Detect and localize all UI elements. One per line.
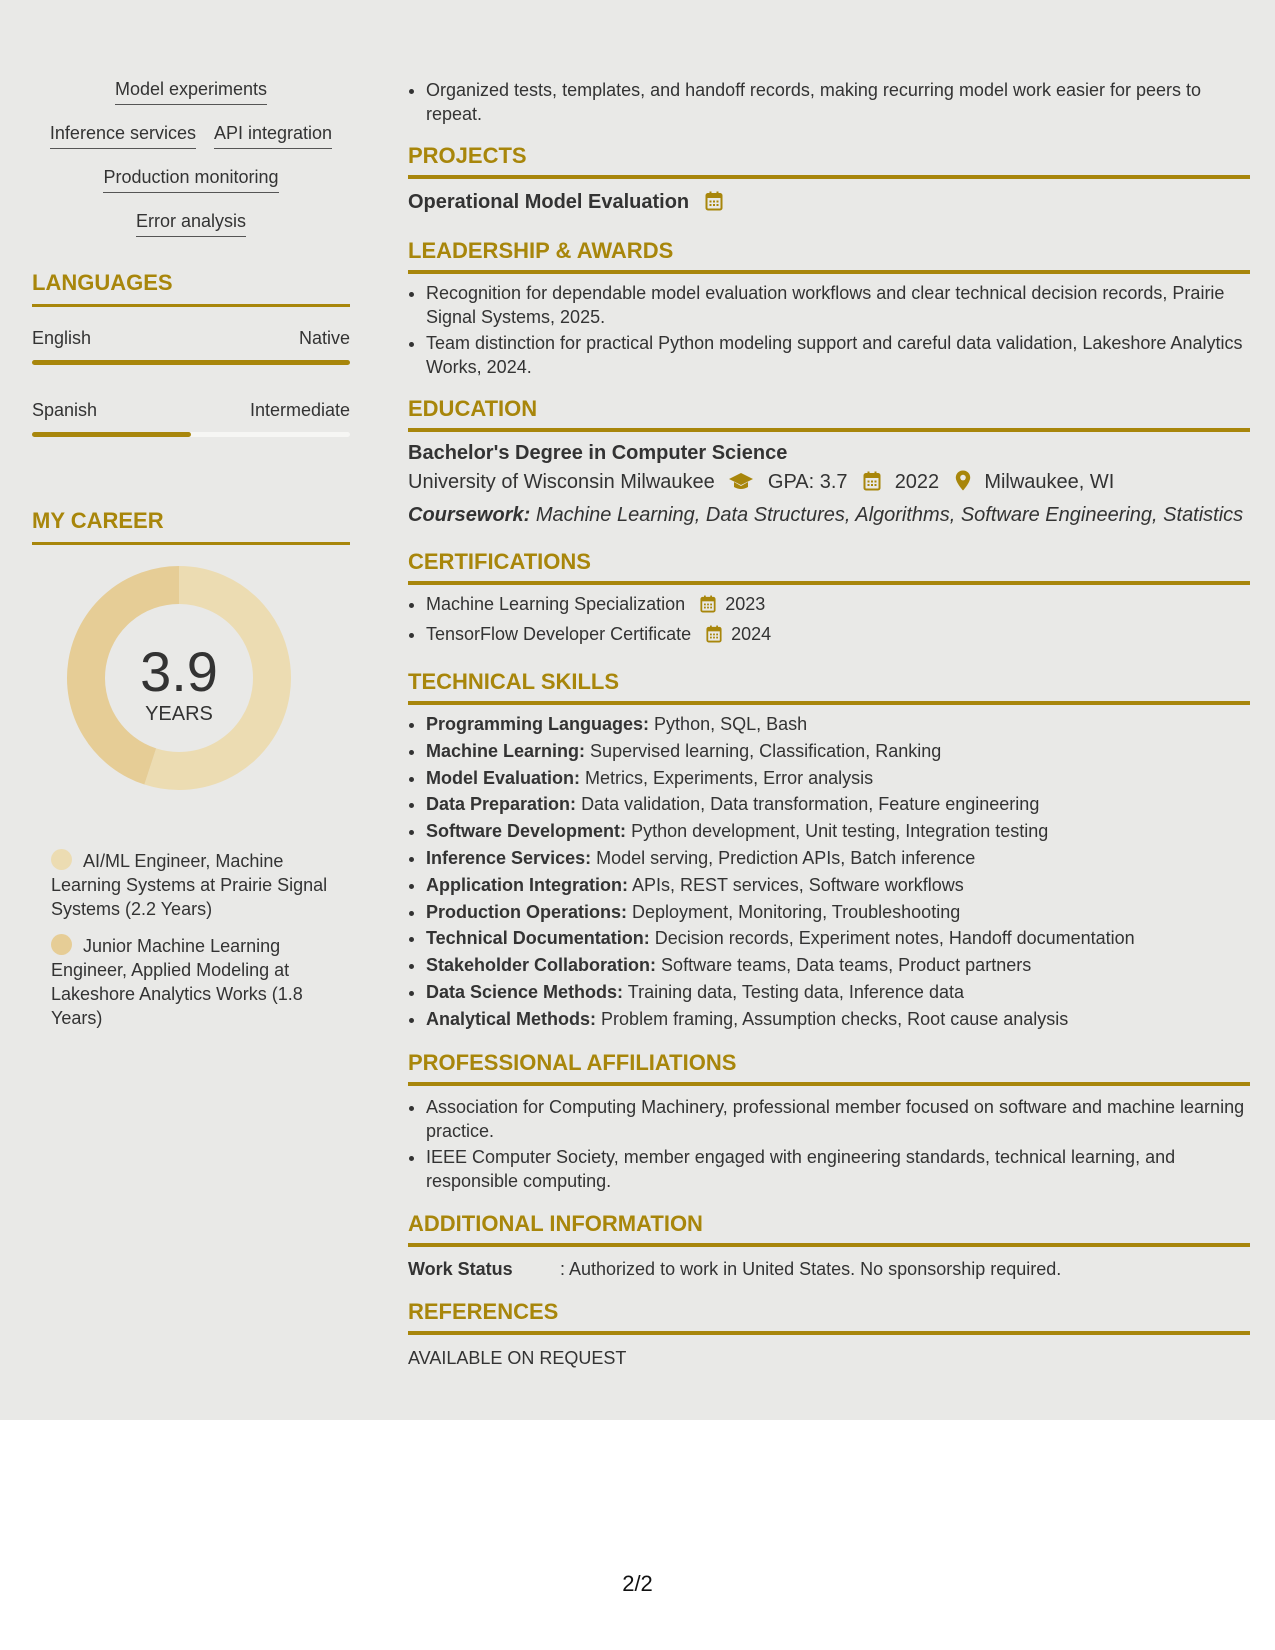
skill-tag: Model experiments [115,78,267,105]
section-divider [408,1243,1250,1247]
skill-value: Python, SQL, Bash [654,714,808,734]
project-item [408,189,1250,218]
skill-label: Inference Services: [426,847,592,868]
language-level: Native [298,328,350,348]
affiliations-heading: PROFESSIONAL AFFILIATIONS [408,1049,737,1075]
affiliation-item: • IEEE Computer Society, member engaged with engineering standards, technical learning, and responsible computing. [426,1145,1250,1193]
section-divider [408,270,1250,274]
skill-item [426,765,1250,792]
technical-skills-section [408,668,1250,1033]
career-legend-item [51,934,350,1030]
language-item [32,327,350,365]
award-item: • Recognition for dependable model evaluation workflows and clear technical decision records, Prairie Signal Systems, 2025. [426,281,1250,329]
skill-tags [32,78,350,237]
certification-year: 2024 [731,624,772,644]
career-legend [32,849,350,1030]
section-divider [32,542,350,545]
skill-label: Model Evaluation: [426,767,581,788]
skill-label: Software Development: [426,821,627,842]
skill-item [426,711,1250,738]
technical-skills-list [408,711,1250,1033]
skill-item [426,952,1250,979]
skill-item [426,738,1250,765]
section-divider [408,1082,1250,1086]
career-legend-item [51,849,350,921]
education-section [408,395,1250,528]
skill-value: Supervised learning, Classification, Ranking [590,740,942,761]
skill-label: Machine Learning: [426,740,586,761]
work-status-value: : Authorized to work in United States. No sponsorship required. [560,1258,1062,1279]
skill-item [426,791,1250,818]
certification-item [426,622,1250,649]
references-section [408,1298,1250,1369]
skill-label: Application Integration: [426,874,628,895]
projects-section [408,142,1250,218]
certification-name: Machine Learning Specialization [426,594,686,614]
additional-info-heading: ADDITIONAL INFORMATION [408,1210,703,1236]
experience-bullets [408,78,1250,126]
references-text: AVAILABLE ON REQUEST [408,1347,627,1368]
award-item: • Team distinction for practical Python modeling support and careful data validation, Lakeshore Analytics Works, 2024. [426,331,1250,379]
skill-label: Stakeholder Collaboration: [426,955,657,976]
language-name: English [32,328,92,348]
degree-title: Bachelor's Degree in Computer Science [408,442,788,464]
calendar-icon [863,471,881,498]
skill-label: Programming Languages: [426,714,650,734]
education-heading: EDUCATION [408,396,538,421]
skill-label: Data Science Methods: [426,981,624,1002]
projects-heading: PROJECTS [408,143,527,168]
career-legend-label: Junior Machine Learning Engineer, Applied Modeling at Lakeshore Analytics Works (1.8 Years) [51,936,303,1028]
language-item [32,399,350,437]
languages-heading: LANGUAGES [32,270,173,295]
leadership-list [408,281,1250,379]
calendar-icon [705,191,723,218]
certification-name: TensorFlow Developer Certificate [426,624,692,644]
career-legend-label: AI/ML Engineer, Machine Learning Systems at Prairie Signal Systems (2.2 Years) [51,851,328,919]
coursework-list: Machine Learning, Data Structures, Algorithms, Software Engineering, Statistics [535,504,1244,526]
references-heading: REFERENCES [408,1298,559,1324]
skill-item [426,845,1250,872]
skill-value: Metrics, Experiments, Error analysis [585,767,874,788]
affiliations-section [408,1049,1250,1193]
certifications-heading: CERTIFICATIONS [408,549,591,574]
additional-info-section [408,1210,1250,1281]
skill-value: APIs, REST services, Software workflows [632,874,964,895]
skill-label: Technical Documentation: [426,928,650,949]
section-divider [32,304,350,307]
technical-skills-heading: TECHNICAL SKILLS [408,669,620,694]
skill-item [426,872,1250,899]
calendar-icon [700,595,716,619]
gpa: GPA: 3.7 [767,471,848,493]
left-column [32,78,350,1043]
skill-item [426,1006,1250,1033]
career-section [32,507,350,1030]
section-divider [408,581,1250,585]
language-bar [32,432,350,437]
section-divider [408,428,1250,432]
certifications-section [408,548,1250,649]
education-location: Milwaukee, WI [984,471,1115,493]
skill-tag: API integration [214,122,332,149]
career-total-unit: YEARS [145,703,213,725]
skill-value: Software teams, Data teams, Product partners [661,955,1032,976]
affiliation-item: • Association for Computing Machinery, professional member focused on software and machine learning practice. [426,1095,1250,1143]
work-status-label: Work Status [408,1258,513,1279]
calendar-icon [706,625,722,649]
skill-value: Deployment, Monitoring, Troubleshooting [632,901,961,922]
skill-value: Problem framing, Assumption checks, Root cause analysis [601,1008,1069,1029]
skill-item [426,818,1250,845]
skill-value: Data validation, Data transformation, Feature engineering [581,794,1040,815]
leadership-section [408,237,1250,379]
work-status [408,1257,1250,1281]
skill-tag: Error analysis [136,210,246,237]
school-name: University of Wisconsin Milwaukee [408,471,715,493]
skill-tag: Production monitoring [103,166,278,193]
language-bar [32,360,350,365]
page-number: 2/2 [622,1571,653,1596]
language-level: Intermediate [249,400,350,420]
skill-value: Training data, Testing data, Inference data [627,981,964,1002]
skill-value: Model serving, Prediction APIs, Batch inference [596,847,976,868]
project-title: Operational Model Evaluation [408,191,690,213]
skill-item [426,899,1250,926]
legend-dot [51,849,72,870]
skill-item [426,979,1250,1006]
graduation-year: 2022 [894,471,940,493]
legend-dot [51,934,72,955]
certifications-list [408,592,1250,649]
language-bar-fill [32,432,191,437]
career-donut-chart [32,565,350,815]
skill-value: Python development, Unit testing, Integration testing [631,821,1049,842]
education-details [408,469,1250,498]
languages-section [32,269,350,437]
career-total-value: 3.9 [140,640,218,703]
skill-label: Data Preparation: [426,794,577,815]
language-bar-fill [32,360,350,365]
experience-bullet: • Organized tests, templates, and handoff records, making recurring model work easier for peers to repeat. [426,78,1250,126]
skill-tag: Inference services [50,122,196,149]
skill-label: Analytical Methods: [426,1008,597,1029]
location-pin-icon [955,470,971,498]
coursework [408,502,1250,528]
section-divider [408,175,1250,179]
coursework-label: Coursework: [408,504,531,526]
career-heading: MY CAREER [32,508,164,533]
language-name: Spanish [32,400,98,420]
skill-value: Decision records, Experiment notes, Handoff documentation [654,928,1135,949]
skill-item [426,925,1250,952]
section-divider [408,1331,1250,1335]
leadership-heading: LEADERSHIP & AWARDS [408,238,674,263]
affiliations-list [408,1095,1250,1193]
right-column [408,78,1250,1369]
graduation-cap-icon [728,471,754,498]
skill-label: Production Operations: [426,901,628,922]
certification-item [426,592,1250,619]
certification-year: 2023 [725,594,766,614]
section-divider [408,701,1250,705]
